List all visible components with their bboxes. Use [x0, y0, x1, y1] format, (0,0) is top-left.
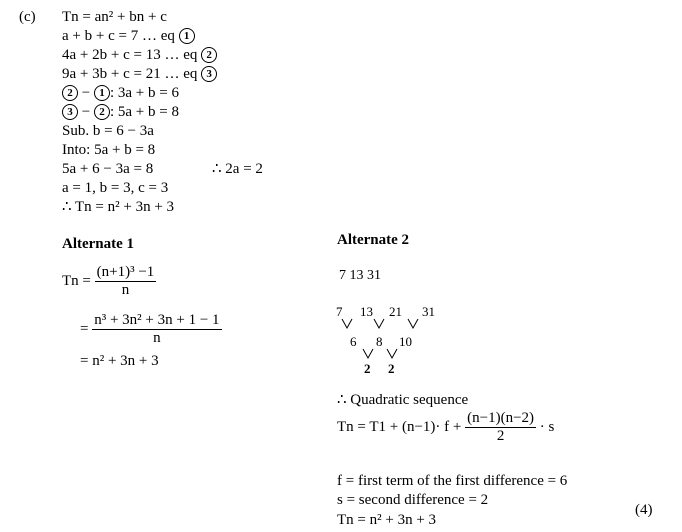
alt1-fraction-1: [95, 264, 157, 299]
alt2-formula-fraction: [465, 410, 536, 445]
diff-row2-value: 10: [399, 334, 412, 349]
alternate-2-heading: Alternate 2: [337, 232, 410, 248]
circled-1-icon: 1: [179, 28, 195, 44]
eq1-text: a + b + c = 7 … eq: [62, 28, 175, 44]
alt1-first-step: [62, 264, 156, 299]
alt1-frac2-denominator: n: [153, 330, 161, 346]
line-eq3: [62, 65, 217, 83]
line-into: Into: 5a + b = 8: [62, 142, 156, 158]
line-subtract-2-1: [62, 84, 179, 102]
line-subtract-3-2: [62, 103, 179, 121]
eq2-text: 4a + 2b + c = 13 … eq: [62, 47, 198, 63]
circled-2-icon: 2: [94, 104, 110, 120]
circled-2-icon: 2: [62, 85, 78, 101]
line-general-term: Tn = an² + bn + c: [62, 9, 167, 25]
chevron-down-icon: [387, 349, 397, 358]
alt2-formula-denominator: 2: [496, 428, 505, 444]
diff-row3-value: 2: [388, 361, 395, 376]
line-values: a = 1, b = 3, c = 3: [62, 180, 169, 196]
alt1-result: = n² + 3n + 3: [80, 353, 159, 369]
marks-allocation: (4): [635, 502, 653, 518]
chevron-down-icon: [342, 319, 352, 328]
alt2-formula-numerator: (n−1)(n−2): [467, 410, 535, 426]
circled-1-icon: 1: [94, 85, 110, 101]
circled-2-icon: 2: [201, 47, 217, 63]
alt2-f-definition: f = first term of the first difference = 6: [337, 473, 568, 489]
alt2-s-definition: s = second difference = 2: [337, 492, 489, 508]
minus-sign: −: [81, 104, 91, 120]
line-eq1: [62, 27, 195, 45]
diff-row1-value: 7: [336, 304, 343, 319]
diff-row1-value: 31: [422, 304, 435, 319]
diff-row1-value: 13: [360, 304, 373, 319]
eq3-text: 9a + 3b + c = 21 … eq: [62, 66, 198, 82]
chevron-down-icon: [374, 319, 384, 328]
diff-row2-value: 8: [376, 334, 383, 349]
alt1-equals: =: [80, 320, 89, 337]
circled-3-icon: 3: [201, 66, 217, 82]
alternate-1-heading: Alternate 1: [62, 236, 135, 252]
subtract-result-1: : 3a + b = 6: [109, 85, 179, 101]
alt2-formula-lhs: Tn = T1 + (n−1)· f +: [337, 418, 462, 435]
alt1-frac1-numerator: (n+1)³ −1: [96, 264, 155, 280]
line-substitute: Sub. b = 6 − 3a: [62, 123, 154, 139]
alt2-formula: [337, 410, 554, 445]
alt2-conclusion: ∴ Quadratic sequence: [337, 392, 469, 408]
alt1-frac1-denominator: n: [121, 282, 130, 298]
question-label: (c): [19, 9, 36, 25]
subtract-result-2: : 5a + b = 8: [109, 104, 179, 120]
alt1-fraction-2: [92, 312, 221, 347]
alt1-lhs: Tn =: [62, 272, 91, 289]
diff-row3-value: 2: [364, 361, 371, 376]
alt2-formula-tail: · s: [539, 418, 555, 435]
alt2-sequence: 7 13 31: [339, 268, 381, 283]
line-final-answer: ∴ Tn = n² + 3n + 3: [62, 199, 175, 215]
alt2-final-answer: Tn = n² + 3n + 3: [337, 512, 437, 528]
minus-sign: −: [81, 85, 91, 101]
alt1-frac2-numerator: n³ + 3n² + 3n + 1 − 1: [94, 312, 220, 328]
diff-row2-value: 6: [350, 334, 357, 349]
difference-table: [336, 303, 456, 376]
alt1-second-step: [80, 312, 222, 347]
chevron-down-icon: [363, 349, 373, 358]
diff-row1-value: 21: [389, 304, 402, 319]
chevron-down-icon: [408, 319, 418, 328]
line-solve-a: 5a + 6 − 3a = 8: [62, 161, 154, 177]
line-therefore-2a: ∴ 2a = 2: [212, 161, 263, 177]
line-eq2: [62, 46, 217, 64]
circled-3-icon: 3: [62, 104, 78, 120]
